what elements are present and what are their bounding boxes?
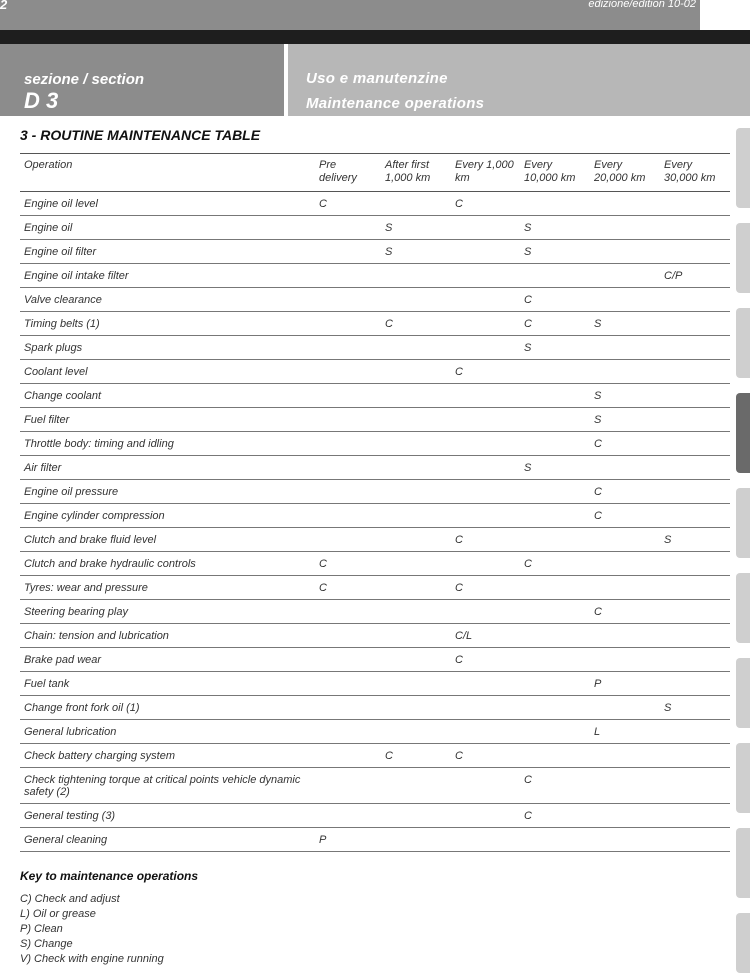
interval-cell [660, 768, 730, 804]
interval-cell [451, 384, 520, 408]
operation-cell: Spark plugs [20, 336, 315, 360]
interval-cell: C [520, 552, 590, 576]
interval-cell: C [315, 192, 381, 216]
interval-cell [451, 828, 520, 852]
interval-cell [381, 528, 451, 552]
interval-cell [315, 804, 381, 828]
interval-cell: S [660, 528, 730, 552]
interval-cell [660, 432, 730, 456]
section-title-box [288, 44, 750, 116]
page-number: 2 [0, 0, 8, 12]
interval-cell [381, 408, 451, 432]
interval-cell [660, 828, 730, 852]
interval-cell: C [520, 312, 590, 336]
table-row [20, 744, 730, 768]
interval-cell [590, 288, 660, 312]
interval-cell [451, 456, 520, 480]
table-header-row [20, 154, 730, 192]
operation-cell: Change coolant [20, 384, 315, 408]
interval-cell [660, 624, 730, 648]
table-row [20, 192, 730, 216]
interval-cell [381, 696, 451, 720]
key-item: V) Check with engine running [20, 953, 164, 965]
column-header: Every 10,000 km [520, 154, 590, 192]
column-header: Operation [20, 154, 315, 192]
table-row [20, 672, 730, 696]
interval-cell: C/P [660, 264, 730, 288]
operation-cell: Throttle body: timing and idling [20, 432, 315, 456]
interval-cell [520, 624, 590, 648]
interval-cell [381, 672, 451, 696]
interval-cell: C [451, 648, 520, 672]
interval-cell [381, 600, 451, 624]
interval-cell [520, 720, 590, 744]
interval-cell: S [660, 696, 730, 720]
interval-cell: C [381, 312, 451, 336]
table-row [20, 456, 730, 480]
operation-cell: Check battery charging system [20, 744, 315, 768]
table-row [20, 360, 730, 384]
thumb-tab [736, 828, 750, 898]
interval-cell [315, 528, 381, 552]
table-row [20, 264, 730, 288]
interval-cell [660, 216, 730, 240]
interval-cell [381, 264, 451, 288]
operation-cell: Tyres: wear and pressure [20, 576, 315, 600]
interval-cell [451, 408, 520, 432]
interval-cell: S [520, 336, 590, 360]
operation-cell: Air filter [20, 456, 315, 480]
interval-cell [520, 576, 590, 600]
interval-cell [451, 480, 520, 504]
operation-cell: Engine oil level [20, 192, 315, 216]
interval-cell [520, 828, 590, 852]
interval-cell [315, 312, 381, 336]
interval-cell: C [590, 504, 660, 528]
interval-cell [381, 384, 451, 408]
interval-cell: C [451, 528, 520, 552]
operation-cell: General cleaning [20, 828, 315, 852]
interval-cell [381, 768, 451, 804]
interval-cell [590, 336, 660, 360]
table-row [20, 648, 730, 672]
interval-cell [315, 264, 381, 288]
interval-cell [590, 216, 660, 240]
table-row [20, 720, 730, 744]
interval-cell: S [590, 312, 660, 336]
top-header-bar [0, 0, 700, 30]
operation-cell: Valve clearance [20, 288, 315, 312]
operation-cell: Clutch and brake fluid level [20, 528, 315, 552]
operation-cell: Chain: tension and lubrication [20, 624, 315, 648]
operation-cell: Engine oil intake filter [20, 264, 315, 288]
interval-cell [451, 288, 520, 312]
interval-cell [590, 240, 660, 264]
thumb-tab [736, 488, 750, 558]
interval-cell [520, 432, 590, 456]
interval-cell: S [381, 240, 451, 264]
interval-cell: S [381, 216, 451, 240]
interval-cell [381, 480, 451, 504]
key-title: Key to maintenance operations [20, 869, 199, 883]
interval-cell [590, 192, 660, 216]
interval-cell [660, 312, 730, 336]
interval-cell [315, 288, 381, 312]
interval-cell [315, 336, 381, 360]
interval-cell [451, 672, 520, 696]
interval-cell [520, 480, 590, 504]
interval-cell [660, 408, 730, 432]
interval-cell [451, 696, 520, 720]
edition-label: edizione/edition 10-02 [588, 0, 696, 10]
interval-cell [451, 600, 520, 624]
interval-cell [381, 192, 451, 216]
thumb-tab-active [736, 393, 750, 473]
column-header: Every 20,000 km [590, 154, 660, 192]
interval-cell [520, 504, 590, 528]
interval-cell [590, 576, 660, 600]
section-code: D 3 [24, 88, 59, 113]
interval-cell [660, 456, 730, 480]
operation-cell: Change front fork oil (1) [20, 696, 315, 720]
table-row [20, 624, 730, 648]
interval-cell [590, 696, 660, 720]
interval-cell [381, 552, 451, 576]
interval-cell [315, 720, 381, 744]
section-title-italian: Uso e manutenzine [306, 70, 448, 87]
interval-cell [315, 456, 381, 480]
interval-cell [660, 336, 730, 360]
key-item: P) Clean [20, 923, 63, 935]
section-label: sezione / section [24, 71, 145, 88]
interval-cell [660, 600, 730, 624]
interval-cell [381, 720, 451, 744]
interval-cell [520, 600, 590, 624]
table-row [20, 828, 730, 852]
interval-cell [590, 744, 660, 768]
operation-cell: Engine oil filter [20, 240, 315, 264]
interval-cell [315, 600, 381, 624]
interval-cell [520, 384, 590, 408]
interval-cell [315, 360, 381, 384]
interval-cell: S [590, 408, 660, 432]
section-title-english: Maintenance operations [306, 95, 485, 112]
interval-cell [451, 720, 520, 744]
interval-cell [315, 768, 381, 804]
thumb-tab [736, 573, 750, 643]
interval-cell: S [520, 216, 590, 240]
interval-cell: C [520, 768, 590, 804]
interval-cell [315, 648, 381, 672]
interval-cell: C [520, 804, 590, 828]
interval-cell: L [590, 720, 660, 744]
interval-cell [381, 288, 451, 312]
interval-cell [315, 216, 381, 240]
thumb-tab [736, 743, 750, 813]
interval-cell [590, 360, 660, 384]
interval-cell [660, 192, 730, 216]
interval-cell [520, 744, 590, 768]
interval-cell [381, 360, 451, 384]
interval-cell: C [590, 600, 660, 624]
table-row [20, 804, 730, 828]
interval-cell [660, 552, 730, 576]
column-header: After first 1,000 km [381, 154, 451, 192]
interval-cell [315, 480, 381, 504]
interval-cell [590, 648, 660, 672]
maintenance-table [20, 153, 730, 852]
interval-cell [590, 456, 660, 480]
interval-cell [660, 504, 730, 528]
header-divider-band [0, 30, 750, 44]
column-header: Every 1,000 km [451, 154, 520, 192]
operation-cell: Engine oil [20, 216, 315, 240]
interval-cell [660, 288, 730, 312]
interval-cell [315, 744, 381, 768]
interval-cell [660, 576, 730, 600]
interval-cell [381, 828, 451, 852]
interval-cell [451, 240, 520, 264]
operation-cell: Engine cylinder compression [20, 504, 315, 528]
interval-cell: S [520, 456, 590, 480]
interval-cell [315, 672, 381, 696]
interval-cell [381, 624, 451, 648]
interval-cell [451, 432, 520, 456]
interval-cell [451, 312, 520, 336]
table-title: 3 - ROUTINE MAINTENANCE TABLE [20, 127, 261, 143]
interval-cell: C [451, 744, 520, 768]
interval-cell [660, 360, 730, 384]
interval-cell [451, 336, 520, 360]
thumb-tab [736, 913, 750, 973]
interval-cell: C [520, 288, 590, 312]
interval-cell [381, 804, 451, 828]
interval-cell [660, 480, 730, 504]
interval-cell [315, 432, 381, 456]
interval-cell [315, 384, 381, 408]
key-item: C) Check and adjust [20, 893, 120, 905]
operation-cell: Steering bearing play [20, 600, 315, 624]
interval-cell [451, 504, 520, 528]
table-row [20, 240, 730, 264]
operation-cell: Fuel filter [20, 408, 315, 432]
interval-cell [660, 648, 730, 672]
interval-cell [520, 360, 590, 384]
interval-cell [315, 624, 381, 648]
interval-cell [520, 528, 590, 552]
interval-cell [381, 504, 451, 528]
interval-cell: C [451, 576, 520, 600]
operation-cell: Fuel tank [20, 672, 315, 696]
table-row [20, 768, 730, 804]
operation-cell: Clutch and brake hydraulic controls [20, 552, 315, 576]
interval-cell [381, 456, 451, 480]
interval-cell: C [590, 480, 660, 504]
interval-cell [381, 576, 451, 600]
interval-cell [590, 528, 660, 552]
interval-cell [451, 216, 520, 240]
column-header: Pre delivery [315, 154, 381, 192]
interval-cell: S [590, 384, 660, 408]
interval-cell [590, 804, 660, 828]
thumb-tab [736, 308, 750, 378]
table-row [20, 696, 730, 720]
interval-cell [381, 336, 451, 360]
interval-cell [520, 696, 590, 720]
interval-cell [590, 552, 660, 576]
key-item: L) Oil or grease [20, 908, 96, 920]
interval-cell [451, 264, 520, 288]
table-row [20, 408, 730, 432]
interval-cell: C [451, 360, 520, 384]
interval-cell [520, 648, 590, 672]
interval-cell: P [315, 828, 381, 852]
interval-cell [590, 828, 660, 852]
interval-cell [590, 264, 660, 288]
table-row [20, 528, 730, 552]
table-row [20, 576, 730, 600]
interval-cell [381, 648, 451, 672]
interval-cell [660, 240, 730, 264]
interval-cell [315, 504, 381, 528]
interval-cell [315, 408, 381, 432]
table-row [20, 432, 730, 456]
interval-cell: C [315, 576, 381, 600]
thumb-tab [736, 658, 750, 728]
column-header: Every 30,000 km [660, 154, 730, 192]
interval-cell: C [381, 744, 451, 768]
interval-cell [660, 384, 730, 408]
interval-cell: S [520, 240, 590, 264]
thumb-tab [736, 223, 750, 293]
interval-cell [520, 672, 590, 696]
thumb-tab [736, 128, 750, 208]
table-row [20, 288, 730, 312]
interval-cell [660, 804, 730, 828]
operation-cell: Check tightening torque at critical points vehicle dynamic safety (2) [20, 768, 315, 804]
table-row [20, 312, 730, 336]
table-row [20, 480, 730, 504]
table-row [20, 600, 730, 624]
interval-cell [451, 804, 520, 828]
key-item: S) Change [20, 938, 73, 950]
operation-cell: Coolant level [20, 360, 315, 384]
interval-cell: C/L [451, 624, 520, 648]
interval-cell: C [451, 192, 520, 216]
table-row [20, 336, 730, 360]
operation-cell: Timing belts (1) [20, 312, 315, 336]
interval-cell [315, 696, 381, 720]
interval-cell [590, 624, 660, 648]
interval-cell [381, 432, 451, 456]
interval-cell [590, 768, 660, 804]
section-box [0, 44, 284, 116]
interval-cell: C [590, 432, 660, 456]
interval-cell [660, 672, 730, 696]
interval-cell [660, 744, 730, 768]
table-row [20, 552, 730, 576]
operation-cell: Engine oil pressure [20, 480, 315, 504]
table-body [20, 192, 730, 852]
operation-cell: General testing (3) [20, 804, 315, 828]
operation-cell: General lubrication [20, 720, 315, 744]
interval-cell [520, 408, 590, 432]
table-row [20, 504, 730, 528]
interval-cell [315, 240, 381, 264]
interval-cell [520, 264, 590, 288]
operation-cell: Brake pad wear [20, 648, 315, 672]
interval-cell [451, 768, 520, 804]
interval-cell [451, 552, 520, 576]
interval-cell [660, 720, 730, 744]
interval-cell: P [590, 672, 660, 696]
table-row [20, 384, 730, 408]
table-row [20, 216, 730, 240]
interval-cell: C [315, 552, 381, 576]
key-list [20, 892, 164, 967]
interval-cell [520, 192, 590, 216]
